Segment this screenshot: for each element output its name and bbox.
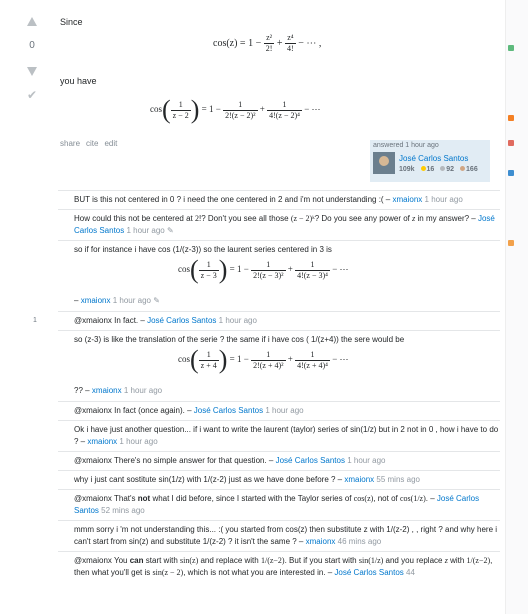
comment-list (33, 190, 500, 582)
sidebar-indicator (508, 170, 514, 176)
comment-user-link[interactable]: José Carlos Santos (193, 406, 264, 415)
equation-cos-series: cos(z) = 1 − $\frac{\text{z²}}{2!}$ + $\frac{\text{z⁴}}{4!}$ − ⋯ , (213, 33, 322, 53)
comment-time[interactable]: 1 hour ago (112, 296, 151, 305)
answered-time: answered 1 hour ago (373, 142, 439, 149)
comment: so if for instance i have cos (1/(z-3)) so the laurent series centered in 3 is cos( $\frac{1}{z - 3}$ ) = 1 − $\frac{1}{\text{2!(z − 3)²}}$ + $\frac{1}{\text{4!(z − 3)⁴}}$ − ⋯ – xmaionx 1 hour ago ✎ (58, 240, 500, 311)
comment-user-link[interactable]: xmaionx (344, 475, 375, 484)
comment: @xmaionx That's not what I did before, since I started with the Taylor series of cos(z), not of cos(1/z). – José Carlos Santos 52 mins ago (58, 489, 500, 520)
downvote-button[interactable] (27, 67, 37, 76)
accept-check-icon[interactable]: ✔ (27, 88, 38, 102)
comment-user-link[interactable]: José Carlos Santos (147, 316, 217, 325)
comment: @xmaionx You can start with sin(z) and replace with 1/(z−2). But if you start with sin(1/z) and you replace z with 1/(z−2), then what you'll get is sin(z − 2), which is not what you are interested in. – José Carlos Santos 44 (58, 551, 500, 582)
answer-text-since: Since (60, 17, 83, 27)
comment: @xmaionx In fact (once again). – José Carlos Santos 1 hour ago (58, 401, 500, 420)
comment-time[interactable]: 52 mins ago (101, 506, 145, 515)
comment-user-link[interactable]: José Carlos Santos (74, 494, 480, 515)
comment: why i just cant sostitute sin(1/z) with 1/(z-2) just as we have done before ? – xmaionx 55 mins ago (58, 470, 500, 489)
sidebar-indicator (508, 140, 514, 146)
comment-equation: cos( $\frac{1}{z - 3}$ ) = 1 − $\frac{1}{\text{2!(z − 3)²}}$ + $\frac{1}{\text{4!(z − 3)⁴}}$ − ⋯ (178, 255, 349, 284)
cite-link[interactable]: cite (86, 139, 99, 148)
comment-user-link[interactable]: xmaionx (392, 195, 423, 204)
avatar[interactable] (373, 152, 395, 174)
sidebar-edge (505, 0, 528, 614)
user-signature (370, 140, 490, 182)
comment-user-link[interactable]: José Carlos Santos (74, 214, 495, 235)
comment-time[interactable]: 1 hour ago (265, 406, 304, 415)
reputation: 109k 16 92 166 (399, 166, 478, 173)
comment: so (z-3) is like the translation of the serie ? the same if i have cos ( 1/(z+4)) the sere would be cos( $\frac{1}{z + 4}$ ) = 1 − $\frac{1}{\text{2!(z + 4)²}}$ + $\frac{1}{\text{4!(z + 4)⁴}}$ − ⋯ ?? – xmaionx 1 hour ago (58, 330, 500, 401)
comment-time[interactable]: 1 hour ago (347, 456, 386, 465)
comment: BUT is this not centered in 0 ? i need the one centered in 2 and i'm not understanding :( – xmaionx 1 hour ago (58, 190, 500, 209)
comment-score: 1 (33, 317, 37, 324)
comment-user-link[interactable]: José Carlos Santos (275, 456, 345, 465)
gold-badge-icon (421, 166, 426, 171)
comment-user-link[interactable]: xmaionx (305, 537, 336, 546)
comment-user-link[interactable]: xmaionx (80, 296, 111, 305)
sidebar-indicator (508, 240, 514, 246)
share-link[interactable]: share (60, 139, 81, 148)
comment-time[interactable]: 1 hour ago (123, 386, 163, 395)
comment-user-link[interactable]: xmaionx (87, 437, 118, 446)
edit-link[interactable]: edit (104, 139, 118, 148)
comment-time[interactable]: 1 hour ago (119, 437, 158, 446)
comment: @xmaionx There's no simple answer for that question. – José Carlos Santos 1 hour ago (58, 451, 500, 470)
comment-user-link[interactable]: xmaionx (91, 386, 122, 395)
comment-time[interactable]: 1 hour ago (218, 316, 257, 325)
user-name-link[interactable]: José Carlos Santos (399, 154, 469, 163)
comment-time[interactable]: 1 hour ago (424, 195, 463, 204)
comment-user-link[interactable]: José Carlos Santos (334, 568, 404, 577)
comment: How could this not be centered at 2!? Don't you see all those (z − 2)ᵏ? Do you see any power of z in my answer? – José Carlos Santos 1 hour ago ✎ (58, 209, 500, 240)
pencil-icon: ✎ (153, 296, 160, 305)
comment-time[interactable]: 1 hour ago (126, 226, 165, 235)
comment-time[interactable]: 55 mins ago (376, 475, 420, 484)
pencil-icon: ✎ (166, 226, 174, 235)
comment-time[interactable]: 44 (406, 568, 415, 577)
sidebar-indicator (508, 115, 514, 121)
comment-time[interactable]: 46 mins ago (337, 537, 382, 546)
equation-cos-z-minus-2: cos( $\frac{1}{z - 2}$ ) = 1 − $\frac{1}{\text{2!(z − 2)²}}$ + $\frac{1}{\text{4!(z − 2)⁴}}$ − ⋯ (150, 95, 321, 124)
bronze-badge-icon (460, 166, 465, 171)
comment: 1 @xmaionx In fact. – José Carlos Santos 1 hour ago (58, 311, 500, 330)
sidebar-indicator (508, 45, 514, 51)
comment: mmm sorry i 'm not understanding this... :( you started from cos(z) then substitute z with 1/(z-2) , , right ? and why here i can't start from sin(z) and substitute 1/(z-2) ? it isn't the same ? – xmaionx 46 mins ago (58, 520, 500, 551)
upvote-button[interactable] (27, 17, 37, 26)
answer-text-you-have: you have (60, 76, 97, 86)
comment: Ok i have just another question... if i want to write the laurent (taylor) series of sin(1/z) but in 2 not in 0 , how i have to do ? – xmaionx 1 hour ago (58, 420, 500, 451)
comment-equation: cos( $\frac{1}{z + 4}$ ) = 1 − $\frac{1}{\text{2!(z + 4)²}}$ + $\frac{1}{\text{4!(z + 4)⁴}}$ − ⋯ (178, 345, 349, 374)
post-menu (60, 139, 123, 148)
silver-badge-icon (440, 166, 445, 171)
vote-count: 0 (29, 40, 35, 51)
